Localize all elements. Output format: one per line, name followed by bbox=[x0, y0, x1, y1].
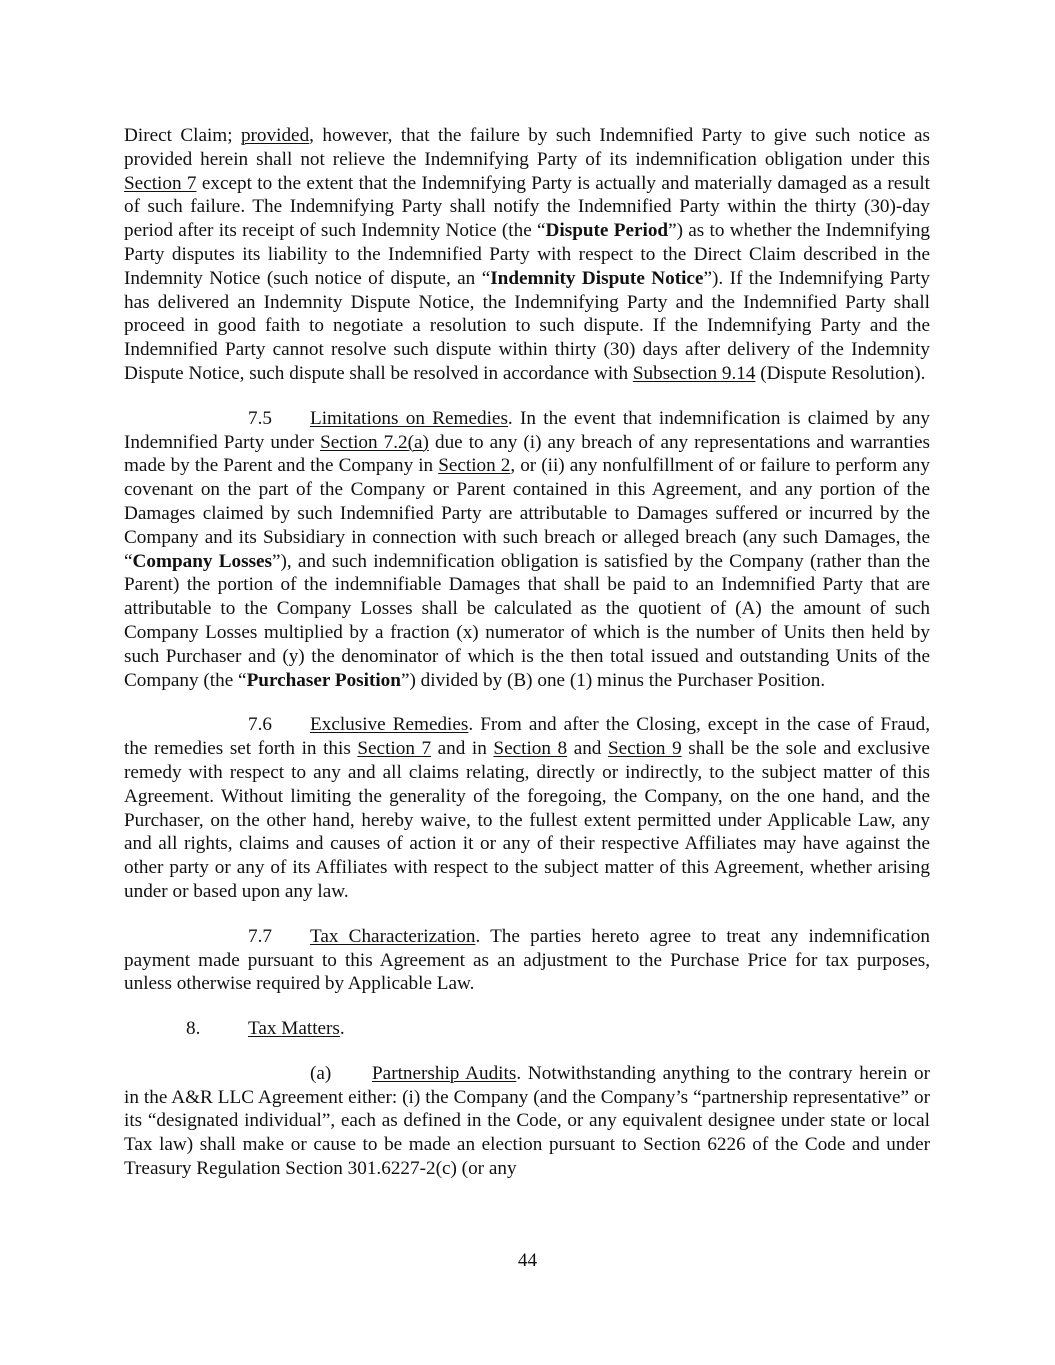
subsection-heading: Partnership Audits bbox=[372, 1062, 517, 1084]
section-7-7: 7.7 Tax Characterization. The parties hereto agree to treat any indemnification payment made pursuant to this Agreement as an adjustment to the Purchase Price for tax purposes, unless otherwise required by Applicable Law. bbox=[124, 925, 930, 995]
section-7-5: 7.5 Limitations on Remedies. In the event that indemnification is claimed by any Indemnified Party under Section 7.2(a) due to any (i) any breach of any representations and warranties made by the Parent and the Company in Section 2, or (ii) any nonfulfillment of or failure to perform any covenant on the part of the Company or Parent contained in this Agreement, and any portion of the Damages claimed by such Indemnified Party are attributable to Damages suffered or incurred by the Company and its Subsidiary in connection with such breach or alleged breach (any such Damages, the “Company Losses”), and such indemnification obligation is satisfied by the Company (rather than the Parent) the portion of the indemnifiable Damages that shall be paid to an Indemnified Party that are attributable to the Company Losses shall be calculated as the quotient of (A) the amount of such Company Losses multiplied by a fraction (x) numerator of which is the number of Units then held by such Purchaser and (y) the denominator of which is the then total issued and outstanding Units of the Company (the “Purchaser Position”) divided by (B) one (1) minus the Purchaser Position. bbox=[124, 407, 931, 691]
section-heading: Limitations on Remedies bbox=[310, 407, 508, 429]
section-heading: Tax Characterization bbox=[310, 925, 476, 947]
section-heading: Tax Matters bbox=[248, 1018, 340, 1040]
indemnity-dispute-notice-term: Indemnity Dispute Notice bbox=[490, 267, 704, 289]
section-7-reference: Section 7 bbox=[124, 172, 197, 194]
section-7-6: 7.6 Exclusive Remedies. From and after the Closing, except in the case of Fraud, the remedies set forth in this Section 7 and in Section 8 and Section 9 shall be the sole and exclusive remedy with respect to any and all claims relating, directly or indirectly, to the subject matter of this Agreement. Without limiting the generality of the foregoing, the Company, on the one hand, and the Purchaser, on the other hand, hereby waive, to the fullest extent permitted under Applicable Law, any and all rights, claims and causes of action it or any of their respective Affiliates may have against the other party or any of its Affiliates with respect to the subject matter of this Agreement, whether arising under or based upon any law. bbox=[124, 714, 930, 902]
subsection-letter: (a) bbox=[310, 1062, 332, 1084]
paragraph-direct-claim: Direct Claim; provided, however, that the failure by such Indemnified Party to give such notice as provided herein shall not relieve the Indemnifying Party of its indemnification obligation under this Section 7 except to the extent that the Indemnifying Party is actually and materially damaged as a result of such failure. The Indemnifying Party shall notify the Indemnified Party within the thirty (30)-day period after its receipt of such Indemnity Notice (the “Dispute Period”) as to whether the Indemnifying Party disputes its liability to the Indemnified Party with respect to the Direct Claim described in the Indemnity Notice (such notice of dispute, an “Indemnity Dispute Notice”). If the Indemnifying Party has delivered an Indemnity Dispute Notice, the Indemnifying Party and the Indemnified Party shall proceed in good faith to negotiate a resolution to such dispute. If the Indemnifying Party and the Indemnified Party cannot resolve such dispute within thirty (30) days after delivery of the Indemnity Dispute Notice, such dispute shall be resolved in accordance with Subsection 9.14 (Dispute Resolution). bbox=[124, 125, 931, 384]
subsection-9-14-reference: Subsection 9.14 bbox=[632, 362, 756, 384]
section-8-reference: Section 8 bbox=[493, 738, 568, 760]
section-number: 7.7 bbox=[248, 925, 272, 947]
page-number: 44 bbox=[517, 1250, 538, 1271]
company-losses-term: Company Losses bbox=[132, 550, 273, 572]
section-7-reference: Section 7 bbox=[357, 738, 432, 760]
section-9-reference: Section 9 bbox=[607, 738, 682, 760]
provided-term: provided bbox=[240, 125, 310, 146]
section-8-heading: 8. Tax Matters. bbox=[186, 1018, 345, 1040]
section-8-a: (a) Partnership Audits. Notwithstanding anything to the contrary herein or in the A&R LLC Agreement either: (i) the Company (and the Company’s “partnership representative” or its “designated individual”, each as defined in the Code, or any equivalent designee under state or local Tax law) shall make or cause to be made an election pursuant to Section 6226 of the Code and under Treasury Regulation Section 301.6227-2(c) (or any bbox=[124, 1062, 930, 1180]
section-number: 7.6 bbox=[248, 714, 272, 736]
section-number: 7.5 bbox=[248, 407, 272, 429]
section-heading: Exclusive Remedies bbox=[310, 714, 469, 736]
section-number: 8. bbox=[186, 1018, 201, 1040]
section-2-reference: Section 2 bbox=[438, 455, 511, 477]
dispute-period-term: Dispute Period bbox=[545, 220, 669, 242]
document-body bbox=[124, 124, 930, 1181]
section-7-2a-reference: Section 7.2(a) bbox=[320, 431, 429, 453]
purchaser-position-term: Purchaser Position bbox=[246, 669, 401, 691]
